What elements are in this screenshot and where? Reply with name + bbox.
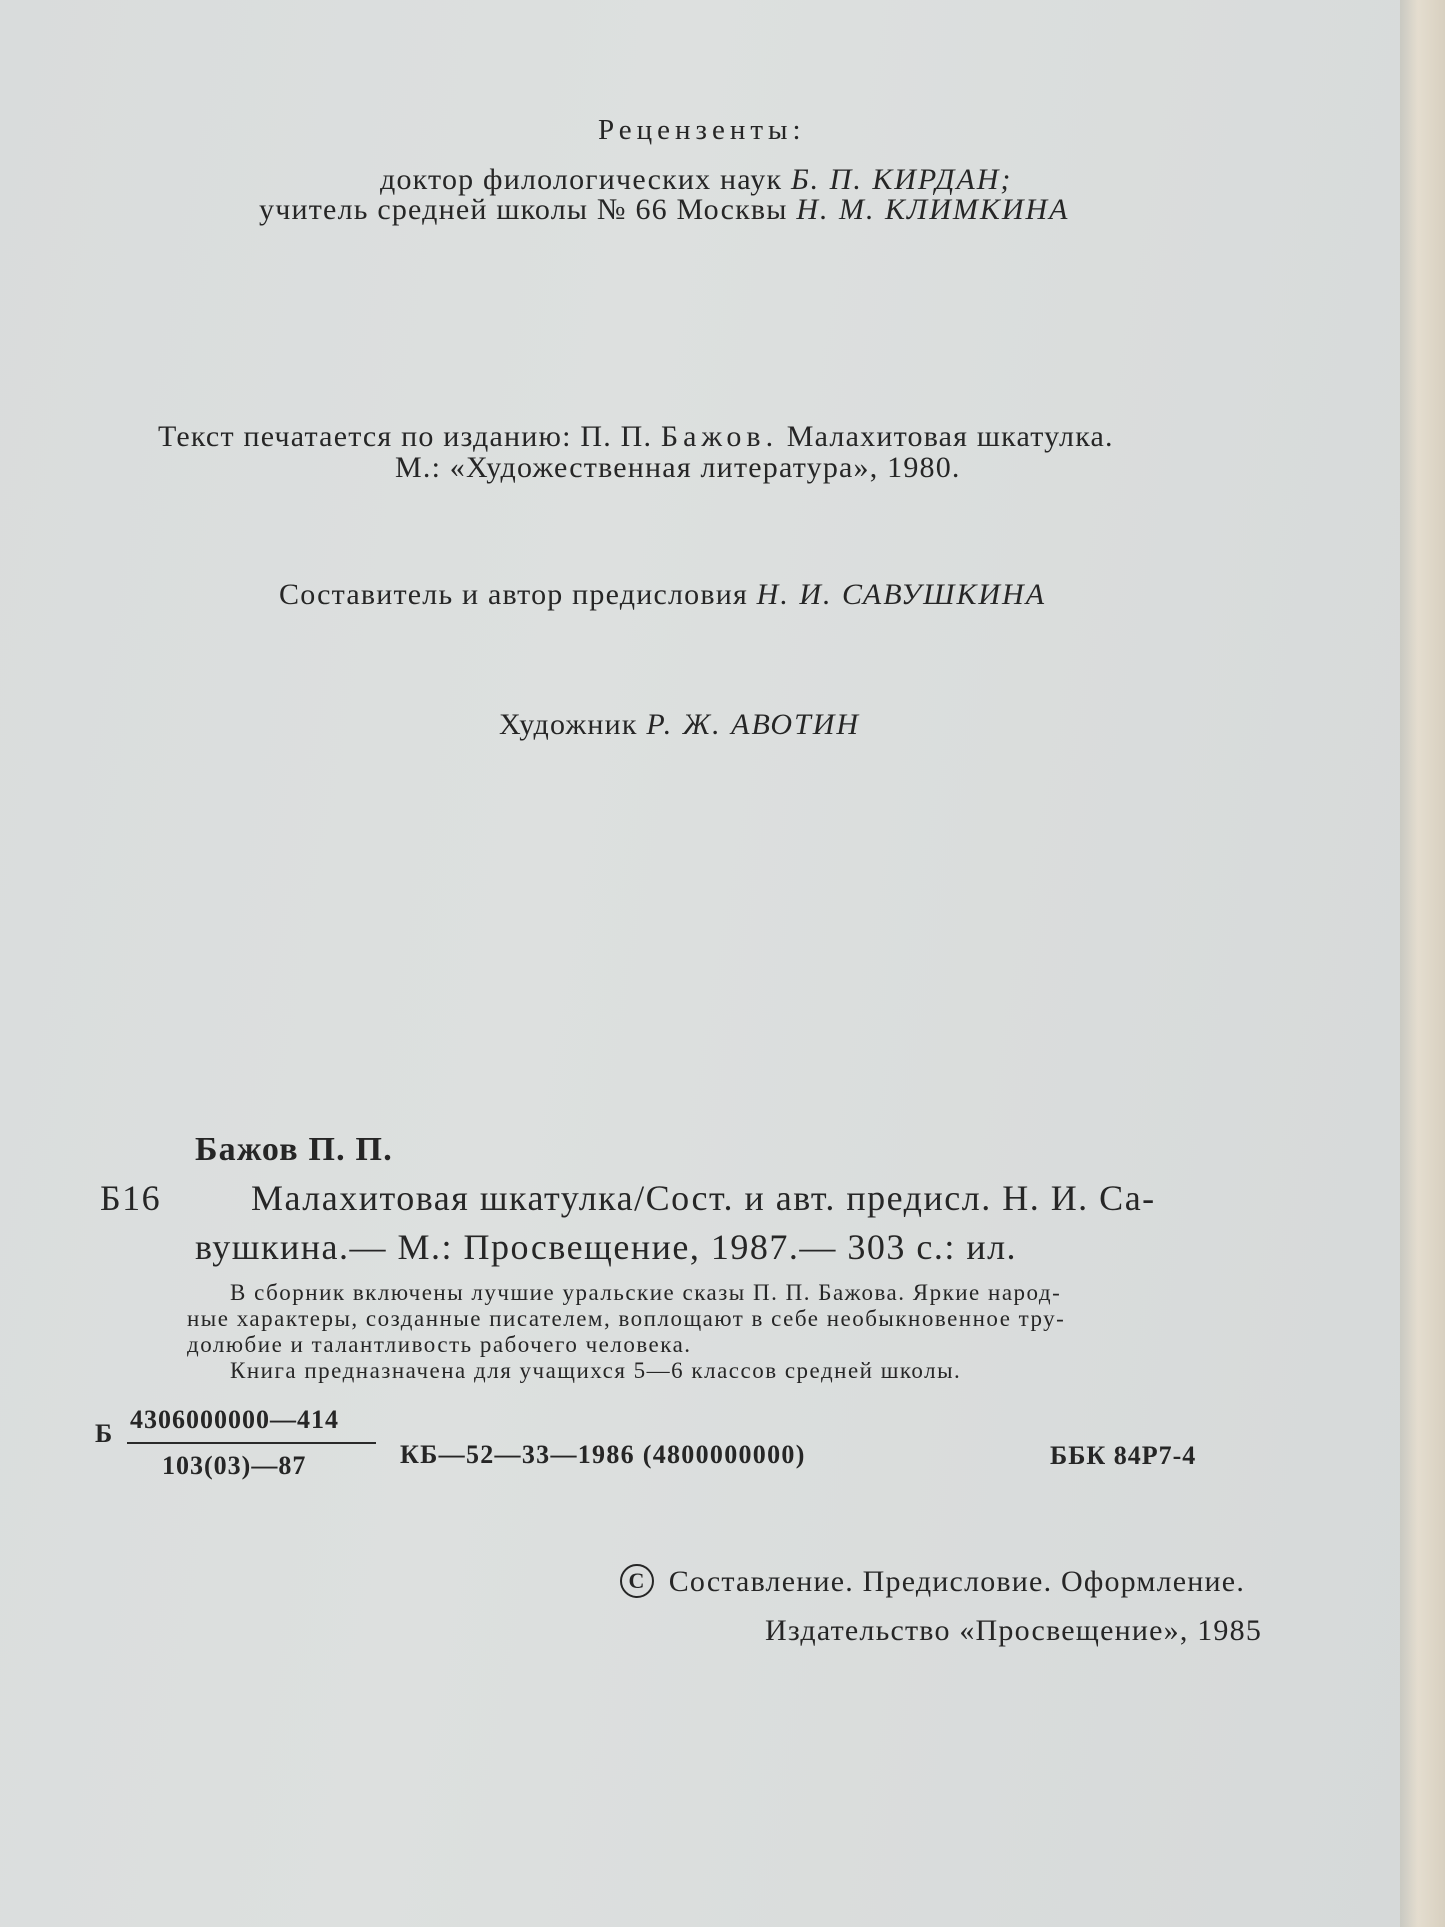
source-edition-author: Бажов. — [660, 420, 779, 453]
reviewer-1-title: доктор филологических наук — [380, 163, 783, 196]
compiler-line — [279, 578, 1046, 612]
annotation-line-1: В сборник включены лучшие уральские сказы П. П. Бажова. Яркие народ- — [230, 1280, 1062, 1305]
copyright-line-2: Издательство «Просвещение», 1985 — [765, 1614, 1263, 1647]
annotation-line-3: долюбие и талантливость рабочего человека. — [187, 1332, 692, 1357]
reviewer-2-title: учитель средней школы № 66 Москвы — [259, 193, 788, 226]
code-denominator: 103(03)—87 — [162, 1451, 307, 1480]
annotation-line-4: Книга предназначена для учащихся 5—6 классов средней школы. — [230, 1358, 962, 1383]
fraction-bar — [127, 1442, 376, 1444]
catalog-index: Б16 — [100, 1178, 162, 1218]
reviewer-2-name: Н. М. КЛИМКИНА — [796, 193, 1070, 226]
compiler-name: Н. И. САВУШКИНА — [756, 578, 1047, 611]
code-numerator: 4306000000—414 — [130, 1405, 339, 1434]
copyright-text-1: Составление. Предисловие. Оформление. — [668, 1565, 1246, 1598]
source-edition-prefix: Текст печатается по изданию: П. П. — [158, 420, 653, 453]
artist-line — [499, 708, 860, 742]
source-edition-line-2: М.: «Художественная литература», 1980. — [395, 451, 961, 484]
source-edition-title: Малахитовая шкатулка. — [786, 420, 1114, 453]
artist-name: Р. Ж. АВОТИН — [646, 708, 861, 741]
copyright-icon: С — [620, 1564, 654, 1598]
reviewers-heading: Рецензенты: — [598, 114, 806, 146]
catalog-author: Бажов П. П. — [195, 1131, 393, 1168]
book-spine-edge — [1400, 0, 1445, 1927]
reviewer-2 — [259, 193, 1069, 227]
bbk-code: ББК 84Р7-4 — [1050, 1441, 1197, 1470]
reviewer-1 — [380, 163, 1012, 197]
compiler-label: Составитель и автор предисловия — [279, 578, 748, 611]
kb-code: КБ—52—33—1986 (4800000000) — [400, 1440, 806, 1469]
source-edition-line-1 — [158, 420, 1114, 454]
catalog-entry-line-2: вушкина.— М.: Просвещение, 1987.— 303 с.: ил. — [195, 1227, 1018, 1267]
catalog-entry-line-1: Малахитовая шкатулка/Сост. и авт. предисл. Н. И. Са- — [251, 1178, 1156, 1218]
code-letter: Б — [95, 1419, 114, 1448]
artist-label: Художник — [499, 708, 638, 741]
annotation-line-2: ные характеры, созданные писателем, воплощают в себе необыкновенное тру- — [187, 1306, 1066, 1331]
reviewer-1-name: Б. П. КИРДАН; — [790, 163, 1013, 196]
copyright-line-1 — [620, 1565, 1245, 1601]
